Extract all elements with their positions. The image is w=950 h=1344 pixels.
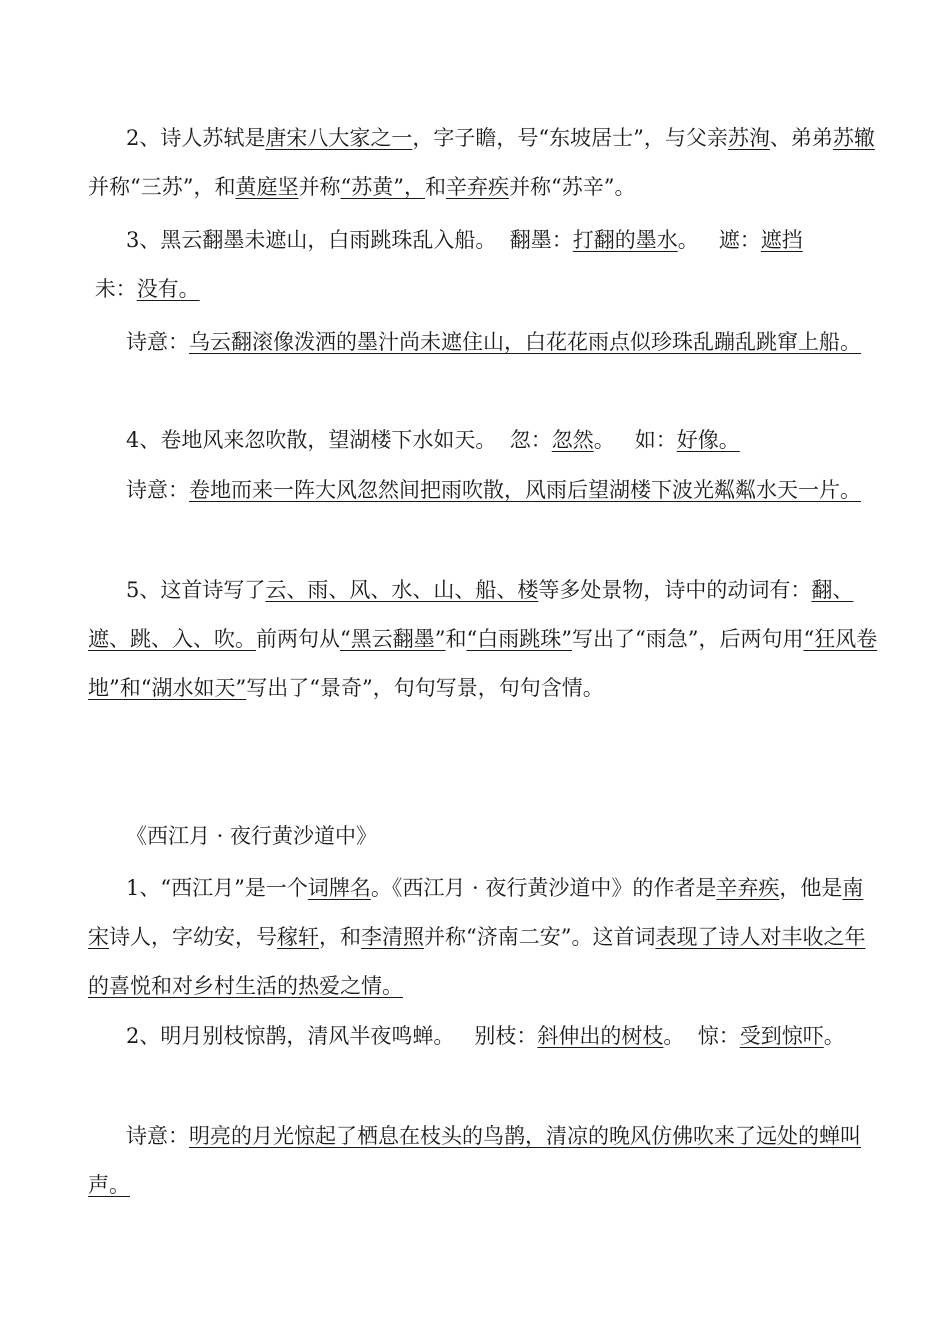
text: 。 — [593, 428, 615, 452]
meaning-label: 诗意： — [126, 478, 189, 502]
paragraph-item4-meaning — [88, 466, 878, 515]
answer-underlined: 受到惊吓 — [739, 1024, 824, 1048]
paragraph-xijiangyue-words — [88, 1012, 878, 1061]
text: 等多处景物，诗中的动词有： — [538, 578, 812, 602]
paragraph-xijiangyue-intro — [88, 864, 878, 1011]
text: 并称 — [298, 175, 341, 199]
section-title-xijiangyue — [88, 812, 878, 861]
paragraph-item4-words — [88, 416, 878, 465]
answer-underlined: 南宋 — [88, 876, 864, 949]
answer-underlined: 乌云翻滚像泼洒的墨汁尚未遮住山，白花花雨点似珍珠乱蹦乱跳窜上船。 — [189, 330, 861, 354]
answer-underlined: 明亮的月光惊起了栖息在枝头的鸟鹊，清凉的晚风仿佛吹来了远处的蝉叫声。 — [88, 1124, 861, 1197]
answer-underlined: 云、雨、风、水、山、船、楼 — [265, 578, 539, 602]
meaning-label: 诗意： — [126, 1124, 189, 1148]
title-text: 《西江月 · 夜行黄沙道中》 — [126, 824, 378, 848]
answer-underlined: 打翻的墨水 — [572, 228, 678, 252]
text: 和 — [424, 175, 446, 199]
answer-underlined: “狂风卷地”和“湖水如天” — [88, 627, 878, 700]
answer-underlined: 苏辙 — [832, 126, 875, 150]
text: 2、诗人苏轼是 — [126, 126, 266, 150]
answer-underlined: 稼轩 — [277, 925, 319, 949]
text: 前两句从 — [256, 627, 340, 651]
text: ，字子瞻，号“东坡居士”，与父亲 — [412, 126, 728, 150]
meaning-label: 诗意： — [126, 330, 189, 354]
text: 并称“三苏”，和 — [88, 175, 236, 199]
text: 诗人，字幼安，号 — [109, 925, 277, 949]
answer-underlined: 李清照 — [361, 925, 424, 949]
paragraph-item3-words — [88, 216, 878, 314]
answer-underlined: 斜伸出的树枝 — [537, 1024, 664, 1048]
answer-underlined: 词牌名 — [307, 876, 371, 900]
text: 写出了“景奇”，句句写景，句句含情。 — [246, 676, 604, 700]
paragraph-item5 — [88, 566, 878, 713]
answer-underlined: 表现了诗人对丰收之年的喜悦和对乡村生活的热爱之情。 — [88, 925, 866, 998]
text: 写出了“雨急”，后两句用 — [571, 627, 804, 651]
answer-underlined: 没有。 — [136, 277, 200, 301]
answer-underlined: 辛弃疾 — [445, 175, 509, 199]
answer-underlined: 翻、遮、跳、入、吹。 — [88, 578, 854, 651]
answer-underlined: 黄庭坚 — [235, 175, 299, 199]
text: 。 — [823, 1024, 845, 1048]
answer-underlined: 唐宋八大家之一 — [265, 126, 413, 150]
answer-underlined: “黑云翻墨” — [340, 627, 446, 651]
answer-underlined: 遮挡 — [760, 228, 803, 252]
answer-underlined: 辛弃疾 — [716, 876, 780, 900]
answer-underlined: “白雨跳珠” — [466, 627, 572, 651]
text: 。 — [663, 1024, 685, 1048]
answer-underlined: 卷地而来一阵大风忽然间把雨吹散，风雨后望湖楼下波光粼粼水天一片。 — [189, 478, 861, 502]
answer-underlined: 好像。 — [676, 428, 740, 452]
poem-line: 2、明月别枝惊鹊，清风半夜鸣蝉。 — [126, 1024, 455, 1048]
text: 1、“西江月”是一个 — [126, 876, 308, 900]
term-label: 未： — [94, 277, 137, 301]
poem-line: 3、黑云翻墨未遮山，白雨跳珠乱入船。 — [126, 228, 497, 252]
term-label: 遮： — [718, 228, 761, 252]
text: ，他是 — [779, 876, 843, 900]
text: 并称“济南二安”。这首词 — [424, 925, 656, 949]
text: ，和 — [319, 925, 361, 949]
term-label: 如： — [634, 428, 677, 452]
text: 、弟弟 — [769, 126, 833, 150]
text: 。《西江月 · 夜行黄沙道中》的作者是 — [370, 876, 717, 900]
paragraph-item3-meaning — [88, 318, 878, 367]
text: 和 — [445, 627, 467, 651]
answer-underlined: “苏黄”， — [340, 175, 425, 199]
text: 并称“苏辛”。 — [508, 175, 636, 199]
paragraph-su-shi-intro — [88, 114, 878, 212]
text: 。 — [677, 228, 699, 252]
term-label: 别枝： — [474, 1024, 538, 1048]
term-label: 惊： — [697, 1024, 740, 1048]
term-label: 忽： — [509, 428, 552, 452]
term-label: 翻墨： — [509, 228, 573, 252]
text: 5、这首诗写了 — [126, 578, 266, 602]
poem-line: 4、卷地风来忽吹散，望湖楼下水如天。 — [126, 428, 497, 452]
answer-underlined: 苏洵 — [727, 126, 770, 150]
paragraph-xijiangyue-meaning — [88, 1112, 878, 1210]
answer-underlined: 忽然 — [551, 428, 594, 452]
